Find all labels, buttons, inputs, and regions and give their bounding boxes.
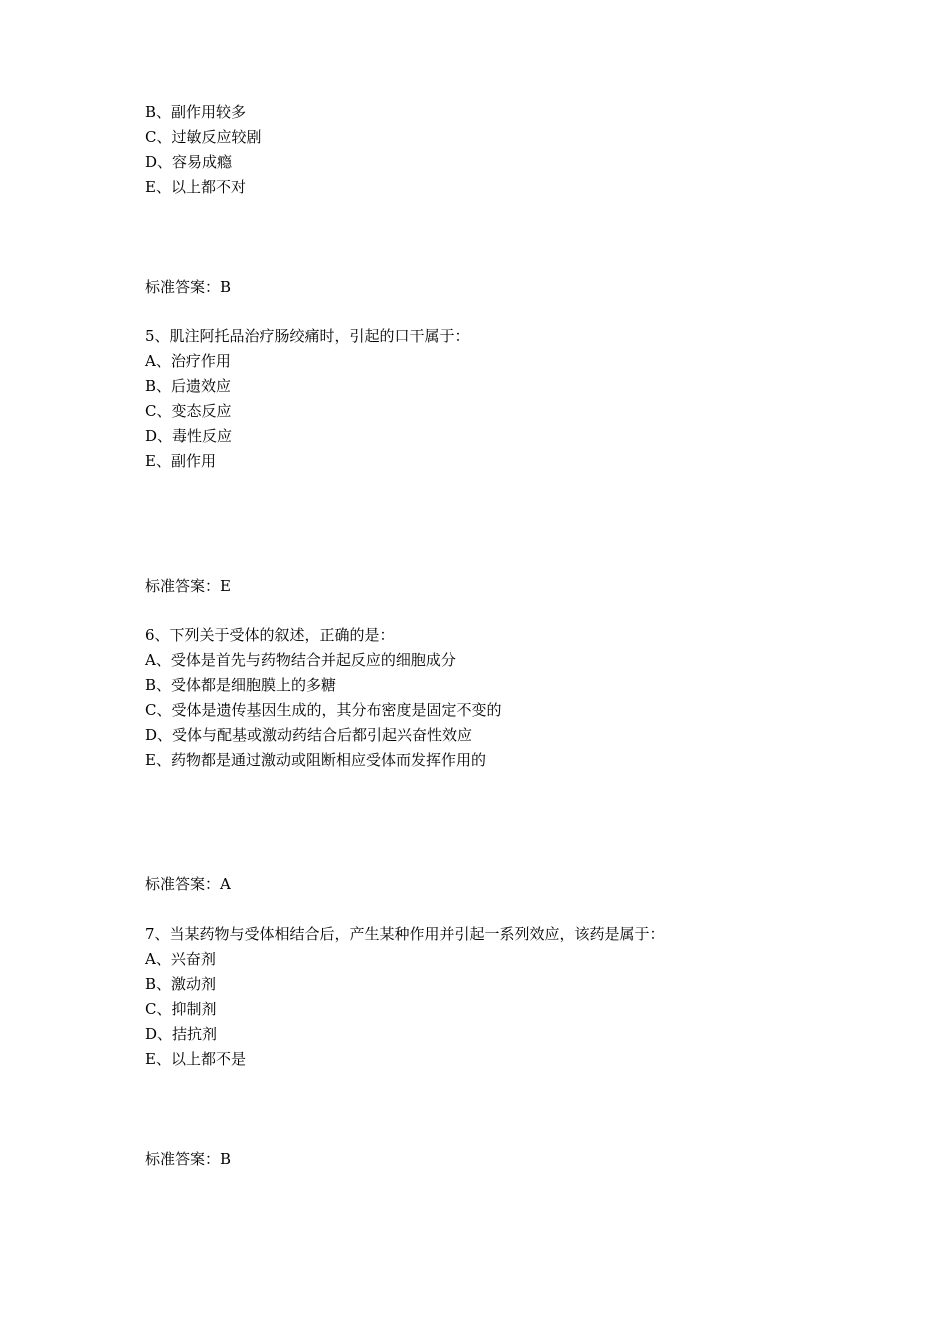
q6-option-b: B、受体都是细胞膜上的多糖 bbox=[145, 676, 337, 694]
q4-answer: 标准答案：B bbox=[145, 278, 232, 296]
q6-question: 6、下列关于受体的叙述，正确的是： bbox=[145, 626, 395, 644]
q4-option-e: E、以上都不对 bbox=[145, 178, 246, 196]
q5-question: 5、肌注阿托品治疗肠绞痛时，引起的口干属于： bbox=[145, 327, 470, 345]
q4-option-c: C、过敏反应较剧 bbox=[145, 128, 262, 146]
q6-answer: 标准答案：A bbox=[145, 875, 231, 893]
q5-option-c: C、变态反应 bbox=[145, 402, 232, 420]
q6-option-c: C、受体是遗传基因生成的，其分布密度是固定不变的 bbox=[145, 701, 502, 719]
q5-option-e: E、副作用 bbox=[145, 452, 216, 470]
q5-option-a: A、治疗作用 bbox=[145, 352, 231, 370]
q7-option-c: C、抑制剂 bbox=[145, 1000, 217, 1018]
q7-answer: 标准答案：B bbox=[145, 1150, 232, 1168]
q6-option-e: E、药物都是通过激动或阻断相应受体而发挥作用的 bbox=[145, 751, 486, 769]
q7-option-e: E、以上都不是 bbox=[145, 1050, 246, 1068]
q5-option-b: B、后遗效应 bbox=[145, 377, 232, 395]
q7-option-a: A、兴奋剂 bbox=[145, 950, 216, 968]
q6-option-d: D、受体与配基或激动药结合后都引起兴奋性效应 bbox=[145, 726, 473, 744]
q5-answer: 标准答案：E bbox=[145, 577, 231, 595]
q7-option-d: D、拮抗剂 bbox=[145, 1025, 218, 1043]
q4-option-b: B、副作用较多 bbox=[145, 103, 247, 121]
q4-option-d: D、容易成瘾 bbox=[145, 153, 233, 171]
q7-question: 7、当某药物与受体相结合后，产生某种作用并引起一系列效应，该药是属于： bbox=[145, 925, 665, 943]
q6-option-a: A、受体是首先与药物结合并起反应的细胞成分 bbox=[145, 651, 456, 669]
q7-option-b: B、激动剂 bbox=[145, 975, 217, 993]
q5-option-d: D、毒性反应 bbox=[145, 427, 233, 445]
